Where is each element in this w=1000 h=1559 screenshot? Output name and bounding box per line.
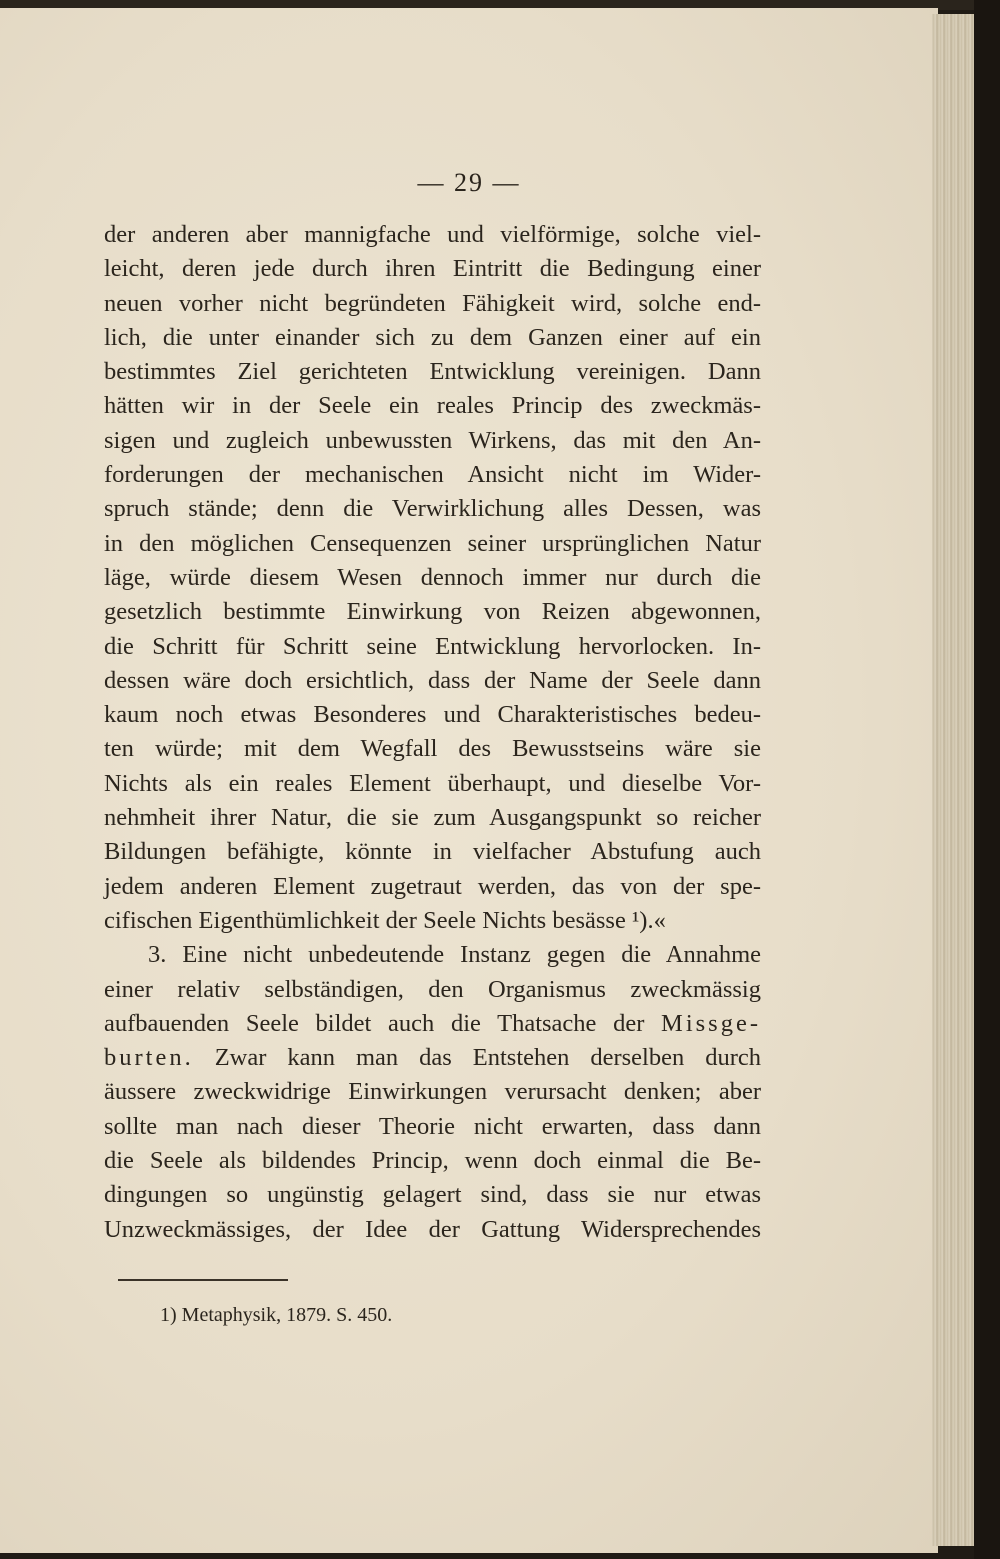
paragraph-line: neuen vorher nicht begründeten Fähigkeit wird, solche end- (104, 289, 761, 317)
paragraph-line: Nichts als ein reales Element überhaupt, und dieselbe Vor- (104, 769, 761, 797)
paragraph-line: einer relativ selbständigen, den Organismus zweckmässig (104, 975, 761, 1003)
emphasized-word: burten. (104, 1044, 194, 1072)
paragraph-line: die Seele als bildendes Princip, wenn doch einmal die Be- (104, 1147, 761, 1175)
paragraph-line: spruch stände; denn die Verwirklichung alles Dessen, was (104, 495, 761, 523)
paragraph-line: leicht, deren jede durch ihren Eintritt die Bedingung einer (104, 255, 761, 283)
paragraph-line: läge, würde diesem Wesen dennoch immer nur durch die (104, 563, 761, 591)
paragraph-line: Unzweckmässiges, der Idee der Gattung Widersprechendes (104, 1215, 761, 1243)
paragraph-line: ten würde; mit dem Wegfall des Bewusstseins wäre sie (104, 735, 761, 763)
paragraph-line: Bildungen befähigte, könnte in vielfacher Abstufung auch (104, 838, 761, 866)
paragraph-1 (104, 218, 761, 938)
paragraph-line: cifischen Eigenthümlichkeit der Seele Nichts besässe ¹).« (104, 906, 666, 934)
paragraph-line: jedem anderen Element zugetraut werden, das von der spe- (104, 872, 761, 900)
paragraph-line: hätten wir in der Seele ein reales Princip des zweckmäs- (104, 392, 761, 420)
paragraph-line: äussere zweckwidrige Einwirkungen verursacht denken; aber (104, 1078, 761, 1106)
paragraph-line: nehmheit ihrer Natur, die sie zum Ausgangspunkt so reicher (104, 804, 761, 832)
line-segment: Zwar kann man das Entstehen derselben durch (214, 1044, 761, 1072)
paragraph-line: sollte man nach dieser Theorie nicht erwarten, dass dann (104, 1112, 761, 1140)
paragraph-line: der anderen aber mannigfache und vielförmige, solche viel- (104, 221, 761, 248)
paragraph-line: dingungen so ungünstig gelagert sind, dass sie nur etwas (104, 1181, 761, 1209)
paragraph-line: forderungen der mechanischen Ansicht nicht im Wider- (104, 461, 761, 489)
paragraph-line (104, 1041, 761, 1075)
paragraph-line: kaum noch etwas Besonderes und Charakteristisches bedeu- (104, 701, 761, 729)
emphasized-word: Missge- (661, 1009, 761, 1037)
footnote: 1) Metaphysik, 1879. S. 450. (160, 1304, 393, 1326)
paragraph-line: 3. Eine nicht unbedeutende Instanz gegen die Annahme (148, 941, 761, 969)
paragraph-line: bestimmtes Ziel gerichteten Entwicklung vereinigen. Dann (104, 358, 761, 386)
paragraph-2 (104, 938, 761, 1247)
paragraph-line: gesetzlich bestimmte Einwirkung von Reizen abgewonnen, (104, 598, 761, 626)
paragraph-line: die Schritt für Schritt seine Entwicklung hervorlocken. In- (104, 632, 761, 660)
paragraph-line: dessen wäre doch ersichtlich, dass der Name der Seele dann (104, 666, 761, 694)
paragraph-line: in den möglichen Censequenzen seiner ursprünglichen Natur (104, 529, 761, 557)
body-text (104, 218, 761, 1247)
paragraph-line: sigen und zugleich unbewussten Wirkens, das mit den An- (104, 426, 761, 454)
line-segment: aufbauenden Seele bildet auch die Thatsache der (104, 1009, 645, 1037)
paragraph-line: lich, die unter einander sich zu dem Ganzen einer auf ein (104, 323, 761, 351)
footnote-divider (118, 1279, 288, 1281)
page-edges (932, 14, 974, 1546)
book-binding (974, 0, 1000, 1559)
paragraph-line (104, 1007, 761, 1041)
page-number: — 29 — (417, 168, 521, 197)
